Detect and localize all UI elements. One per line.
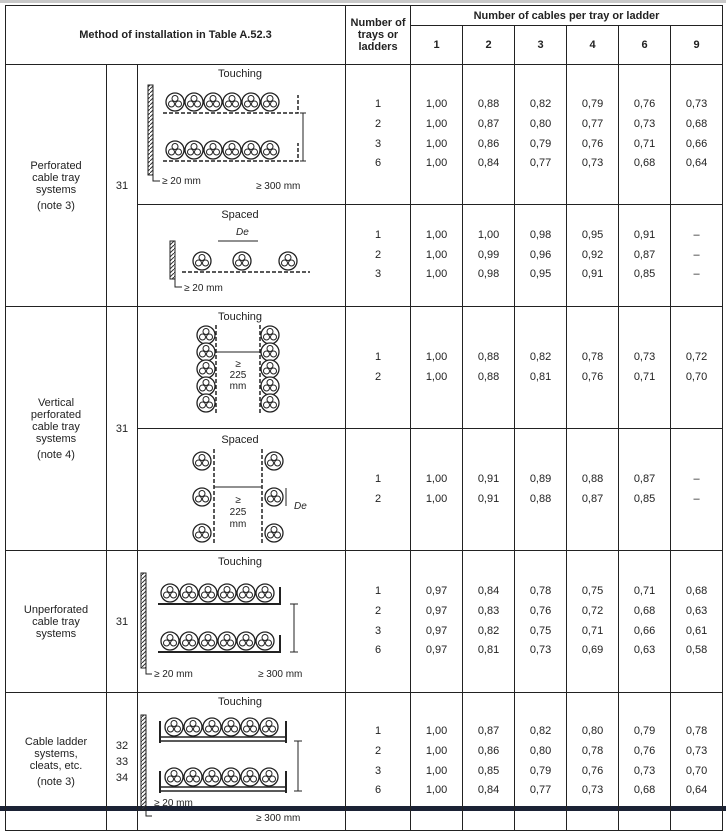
value: Spaced <box>221 434 259 446</box>
value: 0,80 <box>581 725 604 738</box>
value: 0,73 <box>685 744 708 757</box>
tray-count: 3 <box>374 624 382 637</box>
trays-cell <box>346 429 411 551</box>
tray-count: 1 <box>374 229 382 242</box>
value: 0,73 <box>529 644 552 657</box>
value: 0,92 <box>581 248 604 261</box>
value: – <box>693 472 700 485</box>
value-cell <box>515 205 567 307</box>
ref-code: 32 <box>115 739 129 752</box>
value-cell <box>567 429 619 551</box>
tray-count: 3 <box>374 268 382 281</box>
value-cell <box>515 307 567 429</box>
value: 0,82 <box>529 98 552 111</box>
value-cell <box>671 551 723 693</box>
value: 0,79 <box>581 98 604 111</box>
value: 1,00 <box>425 492 448 505</box>
value: 0,95 <box>581 229 604 242</box>
value: 0,68 <box>633 604 656 617</box>
tray-count: 1 <box>374 585 382 598</box>
method-note: (note 3) <box>37 199 75 212</box>
value: 1,00 <box>425 784 448 797</box>
value: 0,61 <box>685 624 708 637</box>
header-cables-per: Number of cables per tray or ladder <box>411 6 723 26</box>
header-method: Method of installation in Table A.52.3 <box>6 6 346 65</box>
header-count: 6 <box>619 26 671 65</box>
value: 0,95 <box>529 268 552 281</box>
value: 0,79 <box>529 764 552 777</box>
value: 0,76 <box>633 744 656 757</box>
diagram-perforated-spaced <box>138 205 346 307</box>
ref-code: 33 <box>115 755 129 768</box>
value: 0,73 <box>633 764 656 777</box>
value: 0,87 <box>581 492 604 505</box>
method-label: Cable ladder systems, cleats, etc. <box>24 735 88 772</box>
trays-cell <box>346 205 411 307</box>
value-cell <box>411 205 463 307</box>
value: 0,78 <box>685 725 708 738</box>
header-count: 4 <box>567 26 619 65</box>
tray-count: 2 <box>374 744 382 757</box>
ref-code: 34 <box>115 771 129 784</box>
value: 0,80 <box>529 117 552 130</box>
value: 0,89 <box>529 472 552 485</box>
value: 0,87 <box>633 472 656 485</box>
tray-count: 3 <box>374 764 382 777</box>
trays-cell <box>346 551 411 693</box>
trays-cell <box>346 65 411 205</box>
value: 0,58 <box>685 644 708 657</box>
trays-cell <box>346 693 411 831</box>
derating-table <box>5 5 723 831</box>
value: 0,72 <box>581 604 604 617</box>
value: 1,00 <box>425 744 448 757</box>
trays-cell <box>346 307 411 429</box>
tray-count: 6 <box>374 644 382 657</box>
header-count: 2 <box>463 26 515 65</box>
value: 0,78 <box>581 744 604 757</box>
value: 0,91 <box>477 472 500 485</box>
value: 0,98 <box>477 268 500 281</box>
value: 1,00 <box>425 725 448 738</box>
value: ≥ <box>235 495 241 506</box>
value: 0,76 <box>581 137 604 150</box>
value: 0,73 <box>633 350 656 363</box>
value: 0,75 <box>581 585 604 598</box>
value: 1,00 <box>425 350 448 363</box>
value: ≥ <box>235 359 241 370</box>
value: 0,63 <box>633 644 656 657</box>
value-cell <box>411 307 463 429</box>
value-cell <box>463 205 515 307</box>
ref-code-cell <box>107 693 138 831</box>
value-cell <box>463 307 515 429</box>
header-trays: Number of trays or ladders <box>346 6 411 65</box>
value: 0,96 <box>529 248 552 261</box>
method-cell <box>6 65 107 307</box>
value: 0,88 <box>477 350 500 363</box>
value: 0,66 <box>633 624 656 637</box>
value-cell <box>671 429 723 551</box>
value: 0,91 <box>581 268 604 281</box>
value-cell <box>671 307 723 429</box>
value-cell <box>463 65 515 205</box>
value: mm <box>229 381 247 392</box>
value: 225 <box>229 507 247 518</box>
value: 0,85 <box>633 268 656 281</box>
diagram-label-spaced: Spaced <box>221 209 259 221</box>
value-cell <box>411 551 463 693</box>
value: 0,75 <box>529 624 552 637</box>
value-cell <box>619 551 671 693</box>
value: 1,00 <box>425 268 448 281</box>
tray-count: 2 <box>374 248 382 261</box>
value: 0,83 <box>477 604 500 617</box>
value-cell <box>619 307 671 429</box>
tray-count: 1 <box>374 725 382 738</box>
vertical-spaced-diagram <box>138 429 346 547</box>
value: – <box>693 248 700 261</box>
value: 0,70 <box>685 764 708 777</box>
value: 0,80 <box>529 744 552 757</box>
tray-count: 3 <box>374 137 382 150</box>
value-cell <box>619 65 671 205</box>
value: 0,82 <box>529 725 552 738</box>
method-cell <box>6 551 107 693</box>
method-label: Perforated cable tray systems <box>30 159 82 196</box>
value: ≥ 300 mm <box>258 669 303 680</box>
value-cell <box>411 65 463 205</box>
value-cell <box>567 551 619 693</box>
tray-count: 1 <box>374 350 382 363</box>
table-row <box>6 551 723 693</box>
value: 0,82 <box>529 350 552 363</box>
value-cell <box>463 551 515 693</box>
value: ≥ 20 mm <box>154 669 193 680</box>
value: – <box>693 268 700 281</box>
value-cell <box>515 551 567 693</box>
value-cell <box>619 693 671 831</box>
value: 0,88 <box>477 370 500 383</box>
value: 0,86 <box>477 137 500 150</box>
value: 1,00 <box>425 370 448 383</box>
value: 0,79 <box>529 137 552 150</box>
value: 0,87 <box>477 117 500 130</box>
value: 0,76 <box>529 604 552 617</box>
value: 0,97 <box>425 585 448 598</box>
value: 0,86 <box>477 744 500 757</box>
value: 1,00 <box>425 117 448 130</box>
diagram-ladder-touching <box>138 693 346 831</box>
value: – <box>693 229 700 242</box>
method-cell <box>6 307 107 551</box>
value: 1,00 <box>425 472 448 485</box>
value-cell <box>567 205 619 307</box>
value: 0,88 <box>529 492 552 505</box>
diagram-vertical-spaced <box>138 429 346 551</box>
ref-code: 31 <box>107 307 138 551</box>
value-cell <box>619 429 671 551</box>
value: 0,77 <box>581 117 604 130</box>
value: 0,77 <box>529 784 552 797</box>
table-row <box>6 65 723 205</box>
value: 0,71 <box>581 624 604 637</box>
method-note: (note 4) <box>37 448 75 461</box>
unperforated-touching-diagram <box>138 551 346 689</box>
value: 0,73 <box>581 157 604 170</box>
value: 0,81 <box>477 644 500 657</box>
diagram-label-touching: Touching <box>217 68 263 80</box>
value: ≥ 20 mm <box>154 798 193 809</box>
value: Touching <box>217 696 263 708</box>
value: 0,66 <box>685 137 708 150</box>
diagram-label-20mm: ≥ 20 mm <box>184 283 223 294</box>
method-cell <box>6 693 107 831</box>
value-cell <box>463 693 515 831</box>
tray-count: 2 <box>374 492 382 505</box>
value: 0,88 <box>477 98 500 111</box>
value: 1,00 <box>425 229 448 242</box>
value: 0,91 <box>633 229 656 242</box>
value: 1,00 <box>425 98 448 111</box>
ref-code: 31 <box>107 551 138 693</box>
value: mm <box>229 519 247 530</box>
value: 0,73 <box>685 98 708 111</box>
value-cell <box>619 205 671 307</box>
value: 0,73 <box>581 784 604 797</box>
value-cell <box>567 693 619 831</box>
diagram-vertical-touching <box>138 307 346 429</box>
value: 1,00 <box>425 248 448 261</box>
value: 1,00 <box>425 137 448 150</box>
value: 0,85 <box>633 492 656 505</box>
tray-count: 6 <box>374 784 382 797</box>
value: 0,63 <box>685 604 708 617</box>
value: 0,77 <box>529 157 552 170</box>
value: 1,00 <box>477 229 500 242</box>
value: 0,91 <box>477 492 500 505</box>
table-row <box>6 307 723 429</box>
diagram-unperforated-touching <box>138 551 346 693</box>
header-count: 9 <box>671 26 723 65</box>
value: – <box>693 492 700 505</box>
value-cell <box>411 429 463 551</box>
value: 0,68 <box>685 117 708 130</box>
ladder-touching-diagram <box>138 693 346 827</box>
value: 0,70 <box>685 370 708 383</box>
value: 0,97 <box>425 604 448 617</box>
value: 0,97 <box>425 624 448 637</box>
value-cell <box>463 429 515 551</box>
value: 0,87 <box>477 725 500 738</box>
value: ≥ 300 mm <box>256 813 301 824</box>
value-cell <box>671 205 723 307</box>
value: 1,00 <box>425 764 448 777</box>
value: 0,85 <box>477 764 500 777</box>
diagram-label-20mm: ≥ 20 mm <box>162 176 201 187</box>
diagram-label-de: De <box>236 227 249 238</box>
value: 0,99 <box>477 248 500 261</box>
value-cell <box>567 65 619 205</box>
value: 0,71 <box>633 370 656 383</box>
table-row <box>6 693 723 831</box>
value: 0,76 <box>581 370 604 383</box>
tray-count: 6 <box>374 157 382 170</box>
value: 0,78 <box>581 350 604 363</box>
value: 0,78 <box>529 585 552 598</box>
value: 0,68 <box>685 585 708 598</box>
perforated-touching-diagram <box>138 65 346 201</box>
diagram-label-300mm: ≥ 300 mm <box>256 181 301 192</box>
value: 0,87 <box>633 248 656 261</box>
perforated-spaced-diagram <box>138 205 346 303</box>
method-label: Vertical perforated cable tray systems <box>30 396 82 445</box>
value: 0,68 <box>633 784 656 797</box>
value: 0,84 <box>477 784 500 797</box>
value: 0,76 <box>633 98 656 111</box>
value: 1,00 <box>425 157 448 170</box>
value-cell <box>515 429 567 551</box>
method-note: (note 3) <box>37 775 75 788</box>
value: 0,71 <box>633 137 656 150</box>
value-cell <box>671 65 723 205</box>
value-cell <box>411 693 463 831</box>
value: 0,84 <box>477 585 500 598</box>
value: 0,98 <box>529 229 552 242</box>
value: 0,88 <box>581 472 604 485</box>
value: 0,72 <box>685 350 708 363</box>
value-cell <box>671 693 723 831</box>
value: 0,71 <box>633 585 656 598</box>
tray-count: 2 <box>374 117 382 130</box>
value: 0,82 <box>477 624 500 637</box>
value: 0,76 <box>581 764 604 777</box>
value: 0,64 <box>685 157 708 170</box>
diagram-perforated-touching <box>138 65 346 205</box>
vertical-touching-diagram <box>138 307 346 425</box>
tray-count: 1 <box>374 472 382 485</box>
value-cell <box>515 693 567 831</box>
value-cell <box>515 65 567 205</box>
header-count: 1 <box>411 26 463 65</box>
value: 0,68 <box>633 157 656 170</box>
value: De <box>294 501 307 512</box>
header-count: 3 <box>515 26 567 65</box>
value: 0,81 <box>529 370 552 383</box>
method-label: Unperforated cable tray systems <box>23 603 89 640</box>
tray-count: 2 <box>374 370 382 383</box>
value: 0,64 <box>685 784 708 797</box>
value: 0,79 <box>633 725 656 738</box>
value: 0,69 <box>581 644 604 657</box>
tray-count: 1 <box>374 98 382 111</box>
value: Touching <box>217 311 263 323</box>
value: 0,73 <box>633 117 656 130</box>
tray-count: 2 <box>374 604 382 617</box>
value: 225 <box>229 370 247 381</box>
ref-code: 31 <box>107 65 138 307</box>
value: 0,97 <box>425 644 448 657</box>
value-cell <box>567 307 619 429</box>
value: 0,84 <box>477 157 500 170</box>
value: Touching <box>217 556 263 568</box>
